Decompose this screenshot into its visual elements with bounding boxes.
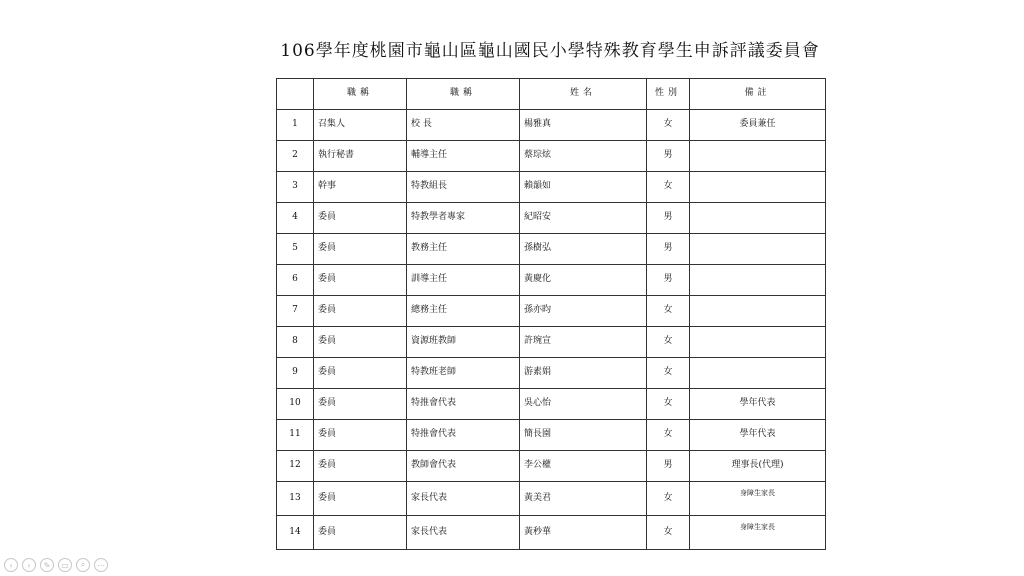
zoom-icon[interactable]: ⌕: [76, 558, 90, 572]
row-number: 2: [277, 141, 314, 172]
row-role: 委員: [314, 482, 407, 516]
row-name: 吳心怡: [520, 389, 647, 420]
row-role: 委員: [314, 203, 407, 234]
table-row: [277, 482, 826, 516]
row-gender: 女: [647, 389, 690, 420]
row-note: [690, 141, 826, 172]
row-gender: 女: [647, 516, 690, 550]
row-role: 執行秘書: [314, 141, 407, 172]
row-role: 委員: [314, 265, 407, 296]
table-row: [277, 172, 826, 203]
row-note: [690, 516, 826, 550]
page-title: 106學年度桃園市龜山區龜山國民小學特殊教育學生申訴評議委員會: [280, 41, 820, 61]
row-role: 委員: [314, 420, 407, 451]
row-gender: 女: [647, 172, 690, 203]
row-name: 蔡琮炫: [520, 141, 647, 172]
row-number: 9: [277, 358, 314, 389]
row-number: 3: [277, 172, 314, 203]
table-row: [277, 110, 826, 141]
row-role: 幹事: [314, 172, 407, 203]
row-role: 委員: [314, 358, 407, 389]
row-position: 教師會代表: [407, 451, 520, 482]
row-number: 14: [277, 516, 314, 550]
table-row: [277, 358, 826, 389]
row-gender: 女: [647, 296, 690, 327]
more-icon[interactable]: ⋯: [94, 558, 108, 572]
row-name: 紀昭安: [520, 203, 647, 234]
table-row: [277, 234, 826, 265]
header-note: 備註: [690, 79, 826, 110]
row-role: 委員: [314, 327, 407, 358]
row-position: 教務主任: [407, 234, 520, 265]
slides-icon[interactable]: ▭: [58, 558, 72, 572]
row-number: 5: [277, 234, 314, 265]
row-position: 資源班教師: [407, 327, 520, 358]
table-header-row: [277, 79, 826, 110]
row-note: 理事長(代理): [690, 451, 826, 482]
row-gender: 女: [647, 358, 690, 389]
row-number: 11: [277, 420, 314, 451]
header-name: 姓名: [520, 79, 647, 110]
header-position: 職稱: [407, 79, 520, 110]
table-row: [277, 389, 826, 420]
table-row: [277, 265, 826, 296]
table-row: [277, 420, 826, 451]
row-position: 總務主任: [407, 296, 520, 327]
table-row: [277, 203, 826, 234]
row-position: 特教學者專家: [407, 203, 520, 234]
row-position: 特推會代表: [407, 389, 520, 420]
row-role: 召集人: [314, 110, 407, 141]
row-name: 楊雅真: [520, 110, 647, 141]
row-note: 學年代表: [690, 389, 826, 420]
row-position: 校 長: [407, 110, 520, 141]
row-gender: 男: [647, 203, 690, 234]
row-role: 委員: [314, 234, 407, 265]
row-note-text: 身障生家長: [740, 488, 775, 497]
table-row: [277, 141, 826, 172]
row-number: 7: [277, 296, 314, 327]
row-note: [690, 172, 826, 203]
table-row: [277, 296, 826, 327]
row-number: 6: [277, 265, 314, 296]
previous-icon[interactable]: ‹: [4, 558, 18, 572]
row-position: 家長代表: [407, 482, 520, 516]
row-gender: 男: [647, 141, 690, 172]
committee-table: [276, 78, 826, 550]
pen-icon[interactable]: ✎: [40, 558, 54, 572]
row-gender: 男: [647, 234, 690, 265]
row-gender: 女: [647, 327, 690, 358]
row-position: 家長代表: [407, 516, 520, 550]
row-position: 訓導主任: [407, 265, 520, 296]
row-note: [690, 296, 826, 327]
row-name: 黃秒華: [520, 516, 647, 550]
row-number: 10: [277, 389, 314, 420]
row-name: 孫樹弘: [520, 234, 647, 265]
row-gender: 男: [647, 265, 690, 296]
table-row: [277, 516, 826, 550]
presentation-controls: [4, 557, 108, 573]
row-number: 13: [277, 482, 314, 516]
row-note: [690, 234, 826, 265]
row-note-text: 身障生家長: [740, 522, 775, 531]
header-role: 職稱: [314, 79, 407, 110]
row-note: [690, 203, 826, 234]
row-name: 簡長園: [520, 420, 647, 451]
row-role: 委員: [314, 296, 407, 327]
row-name: 黃美君: [520, 482, 647, 516]
next-icon[interactable]: ›: [22, 558, 36, 572]
row-position: 特教班老師: [407, 358, 520, 389]
row-number: 8: [277, 327, 314, 358]
row-gender: 女: [647, 482, 690, 516]
row-name: 孫亦昀: [520, 296, 647, 327]
row-role: 委員: [314, 451, 407, 482]
row-note: 委員兼任: [690, 110, 826, 141]
row-gender: 女: [647, 420, 690, 451]
row-note: [690, 358, 826, 389]
table-row: [277, 327, 826, 358]
row-note: [690, 482, 826, 516]
row-position: 特推會代表: [407, 420, 520, 451]
table-row: [277, 451, 826, 482]
row-name: 李公權: [520, 451, 647, 482]
row-note: [690, 265, 826, 296]
row-number: 4: [277, 203, 314, 234]
row-name: 游素娟: [520, 358, 647, 389]
row-name: 黃慶化: [520, 265, 647, 296]
row-name: 許琬宣: [520, 327, 647, 358]
row-gender: 男: [647, 451, 690, 482]
row-gender: 女: [647, 110, 690, 141]
row-note: [690, 327, 826, 358]
header-gender: 性別: [647, 79, 690, 110]
row-role: 委員: [314, 389, 407, 420]
row-number: 1: [277, 110, 314, 141]
row-note: 學年代表: [690, 420, 826, 451]
row-position: 特教組長: [407, 172, 520, 203]
row-position: 輔導主任: [407, 141, 520, 172]
row-name: 賴韻如: [520, 172, 647, 203]
header-no: [277, 79, 314, 110]
row-role: 委員: [314, 516, 407, 550]
row-number: 12: [277, 451, 314, 482]
